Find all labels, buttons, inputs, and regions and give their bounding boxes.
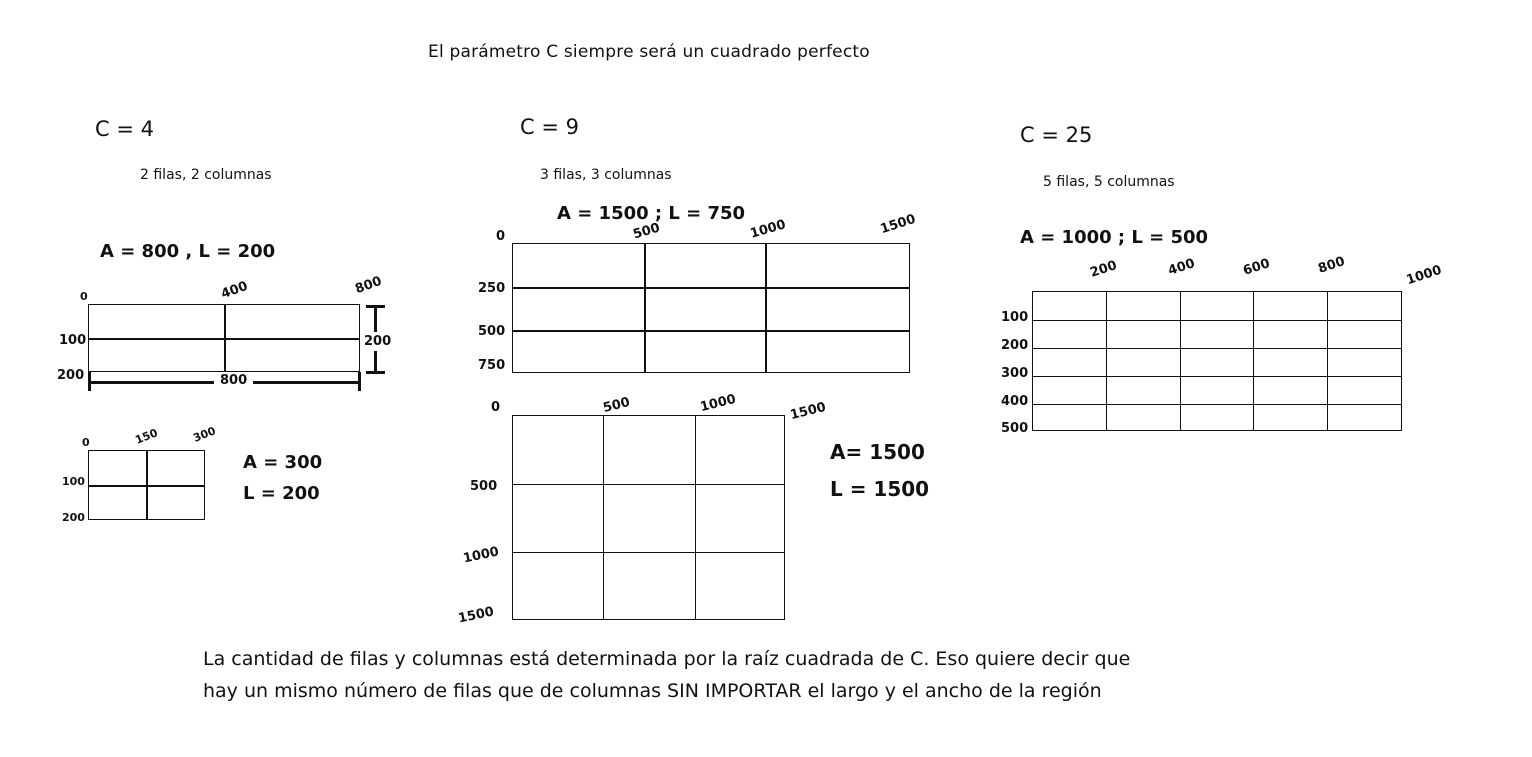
tick-y-c25-5: 500 — [1001, 421, 1029, 436]
grid-line-vertical — [1180, 292, 1181, 430]
tick-x-c9-1-2: 1000 — [748, 217, 788, 242]
tick-x-c25-3: 600 — [1241, 256, 1272, 279]
grid-line-horizontal — [1033, 348, 1401, 349]
tick-y-c25-3: 300 — [1001, 366, 1029, 381]
equation-l-c4-grid2: L = 200 — [243, 483, 320, 504]
tick-y-c25-4: 400 — [1001, 394, 1029, 409]
grid-line-vertical — [644, 244, 646, 372]
tick-x-c9-1-1: 500 — [631, 220, 662, 243]
case-sub-label-c9: 3 filas, 3 columnas — [540, 167, 672, 183]
case-sub-label-c25: 5 filas, 5 columnas — [1043, 174, 1175, 190]
tick-x-c4-2-1: 150 — [133, 426, 160, 447]
case-label-c25: C = 25 — [1020, 123, 1093, 147]
grid-line-horizontal — [513, 330, 909, 332]
grid-line-horizontal — [1033, 320, 1401, 321]
grid-c25-1 — [1032, 291, 1402, 431]
grid-line-horizontal — [513, 484, 784, 485]
equation-c9-grid1: A = 1500 ; L = 750 — [557, 203, 746, 224]
tick-x-c4-2-2: 300 — [191, 424, 218, 445]
grid-line-horizontal — [1033, 376, 1401, 377]
grid-line-vertical — [765, 244, 767, 372]
dimension-cap-left-c4 — [88, 372, 91, 391]
grid-line-vertical — [1327, 292, 1328, 430]
page-title: El parámetro C siempre será un cuadrado perfecto — [428, 42, 870, 62]
tick-x-c25-1: 200 — [1088, 258, 1119, 281]
equation-a-c4-grid2: A = 300 — [243, 452, 323, 473]
tick-y-c9-1-3: 750 — [478, 358, 506, 373]
tick-y-c9-1-1: 250 — [478, 281, 506, 296]
dimension-cap-right-c4 — [358, 372, 361, 391]
grid-line-horizontal — [513, 287, 909, 289]
tick-x-c25-2: 400 — [1166, 256, 1197, 279]
tick-x-c4-2-0: 0 — [82, 436, 90, 449]
dimension-label-height-c4: 200 — [364, 334, 392, 349]
grid-line-horizontal — [1033, 404, 1401, 405]
grid-line-vertical — [1106, 292, 1107, 430]
tick-x-c4-1-1: 400 — [219, 278, 250, 303]
tick-y-c25-1: 100 — [1001, 310, 1029, 325]
tick-x-c9-2-1: 500 — [601, 394, 632, 417]
dimension-cap-top-c4 — [366, 305, 385, 308]
tick-x-c4-1-0: 0 — [80, 290, 88, 303]
tick-y-c9-2-1: 500 — [470, 479, 498, 494]
equation-a-c9-grid2: A= 1500 — [830, 440, 925, 464]
tick-y-c9-2-3: 1500 — [456, 604, 496, 627]
grid-line-vertical — [603, 416, 604, 619]
case-sub-label-c4: 2 filas, 2 columnas — [140, 167, 272, 183]
tick-x-c9-2-3: 1500 — [788, 399, 828, 424]
tick-x-c9-1-3: 1500 — [878, 211, 918, 238]
grid-c4-2 — [88, 450, 205, 520]
tick-x-c25-5: 1000 — [1404, 262, 1444, 289]
grid-c4-1 — [88, 304, 360, 372]
tick-x-c9-1-0: 0 — [496, 229, 506, 244]
grid-line-horizontal — [89, 338, 359, 340]
tick-y-c25-2: 200 — [1001, 338, 1029, 353]
footer-line-2: hay un mismo número de filas que de columnas SIN IMPORTAR el largo y el ancho de la región — [203, 680, 1102, 702]
grid-line-vertical — [1253, 292, 1254, 430]
grid-line-horizontal — [89, 485, 204, 487]
equation-c25-grid1: A = 1000 ; L = 500 — [1020, 227, 1209, 248]
dimension-label-width-c4: 800 — [214, 373, 253, 388]
equation-l-c9-grid2: L = 1500 — [830, 477, 930, 501]
footer-line-1: La cantidad de filas y columnas está determinada por la raíz cuadrada de C. Eso quiere decir que — [203, 648, 1131, 670]
tick-y-c9-2-2: 1000 — [461, 544, 501, 567]
tick-y-c4-2-2: 200 — [62, 511, 85, 524]
tick-y-c4-1-2: 200 — [57, 368, 85, 383]
tick-x-c9-2-0: 0 — [491, 400, 501, 415]
grid-c9-2 — [512, 415, 785, 620]
case-label-c4: C = 4 — [95, 117, 154, 141]
equation-c4-grid1: A = 800 , L = 200 — [100, 241, 276, 262]
tick-y-c9-1-2: 500 — [478, 324, 506, 339]
tick-y-c4-2-1: 100 — [62, 475, 85, 488]
tick-x-c4-1-2: 800 — [353, 273, 384, 298]
grid-c9-1 — [512, 243, 910, 373]
dimension-cap-bottom-c4 — [366, 371, 385, 374]
tick-y-c4-1-1: 100 — [59, 333, 87, 348]
grid-line-horizontal — [513, 552, 784, 553]
tick-x-c9-2-2: 1000 — [698, 391, 738, 416]
tick-x-c25-4: 800 — [1316, 254, 1347, 277]
grid-line-vertical — [695, 416, 696, 619]
case-label-c9: C = 9 — [520, 115, 579, 139]
